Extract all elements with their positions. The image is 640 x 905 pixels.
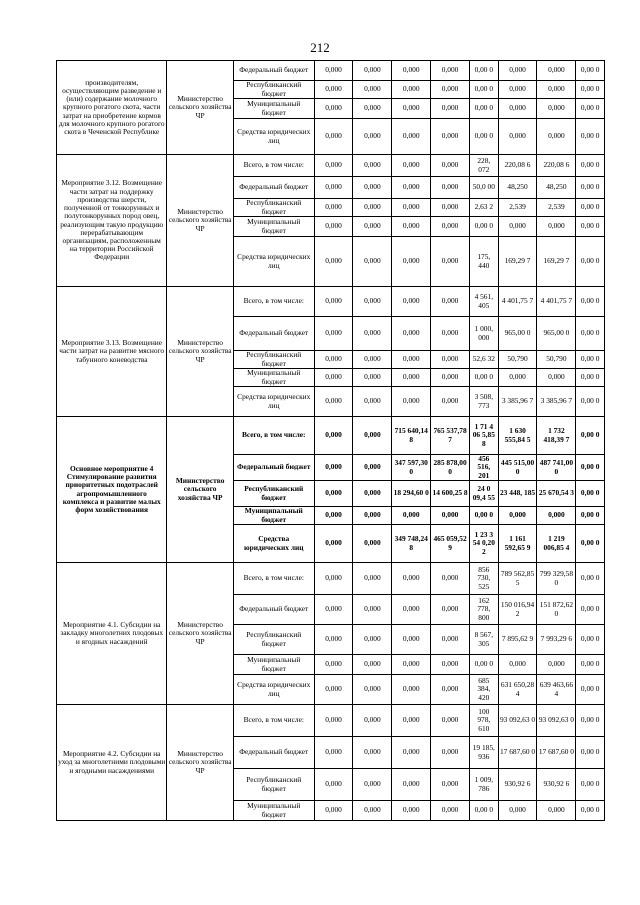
value-cell: 0,000 xyxy=(353,481,392,507)
value-cell: 0,000 xyxy=(431,769,470,801)
value-cell: 0,000 xyxy=(353,769,392,801)
value-cell: 0,00 0 xyxy=(470,369,499,387)
value-cell: 0,00 0 xyxy=(576,655,605,675)
value-cell: 0,000 xyxy=(392,155,431,177)
value-cell: 0,000 xyxy=(314,563,353,595)
funding-source-cell: Федеральный бюджет xyxy=(233,317,314,351)
value-cell: 0,00 0 xyxy=(470,81,499,99)
value-cell: 0,000 xyxy=(537,81,576,99)
funding-source-cell: Средства юридических лиц xyxy=(233,525,314,563)
value-cell: 0,000 xyxy=(353,801,392,821)
value-cell: 0,000 xyxy=(392,217,431,237)
value-cell: 0,000 xyxy=(392,177,431,199)
value-cell: 965,00 0 xyxy=(498,317,537,351)
value-cell: 0,00 0 xyxy=(576,481,605,507)
value-cell: 0,000 xyxy=(431,317,470,351)
value-cell: 0,000 xyxy=(353,507,392,525)
value-cell: 347 597,30 0 xyxy=(392,455,431,481)
value-cell: 0,000 xyxy=(431,155,470,177)
value-cell: 0,000 xyxy=(537,99,576,119)
activity-name-cell: Основное мероприятие 4 Стимулирование развития приоритетных подотраслей агропромышленного комплекса и развитие малых форм хозяйствования xyxy=(57,417,167,563)
value-cell: 0,000 xyxy=(353,177,392,199)
value-cell: 0,00 0 xyxy=(470,655,499,675)
value-cell: 0,000 xyxy=(392,737,431,769)
value-cell: 169,29 7 xyxy=(537,237,576,287)
value-cell: 0,000 xyxy=(353,237,392,287)
value-cell: 0,000 xyxy=(431,595,470,625)
value-cell: 93 092,63 0 xyxy=(498,705,537,737)
value-cell: 0,000 xyxy=(537,801,576,821)
table-row xyxy=(57,155,605,177)
budget-table xyxy=(56,60,605,821)
value-cell: 0,000 xyxy=(314,369,353,387)
executor-cell: Министерство сельского хозяйства ЧР xyxy=(167,563,233,705)
value-cell: 0,000 xyxy=(392,199,431,217)
funding-source-cell: Всего, в том числе: xyxy=(233,287,314,317)
value-cell: 0,00 0 xyxy=(576,563,605,595)
value-cell: 0,00 0 xyxy=(470,507,499,525)
value-cell: 0,000 xyxy=(537,655,576,675)
executor-cell: Министерство сельского хозяйства ЧР xyxy=(167,61,233,155)
value-cell: 0,000 xyxy=(353,737,392,769)
value-cell: 0,000 xyxy=(353,217,392,237)
value-cell: 0,000 xyxy=(392,625,431,655)
value-cell: 0,000 xyxy=(431,81,470,99)
value-cell: 1 161 592,65 9 xyxy=(498,525,537,563)
value-cell: 0,00 0 xyxy=(576,675,605,705)
value-cell: 4 401,75 7 xyxy=(537,287,576,317)
value-cell: 0,00 0 xyxy=(576,99,605,119)
funding-source-cell: Всего, в том числе: xyxy=(233,563,314,595)
funding-source-cell: Федеральный бюджет xyxy=(233,61,314,81)
table-row xyxy=(57,417,605,455)
value-cell: 14 600,25 8 xyxy=(431,481,470,507)
value-cell: 0,000 xyxy=(353,387,392,417)
value-cell: 349 748,24 8 xyxy=(392,525,431,563)
value-cell: 285 878,00 0 xyxy=(431,455,470,481)
value-cell: 0,000 xyxy=(314,507,353,525)
funding-source-cell: Республиканский бюджет xyxy=(233,769,314,801)
value-cell: 0,000 xyxy=(431,369,470,387)
value-cell: 0,000 xyxy=(314,351,353,369)
executor-cell: Министерство сельского хозяйства ЧР xyxy=(167,417,233,563)
value-cell: 0,00 0 xyxy=(576,199,605,217)
value-cell: 2,539 xyxy=(537,199,576,217)
value-cell: 0,000 xyxy=(431,351,470,369)
funding-source-cell: Федеральный бюджет xyxy=(233,737,314,769)
value-cell: 1 219 006,85 4 xyxy=(537,525,576,563)
value-cell: 0,000 xyxy=(314,525,353,563)
value-cell: 0,00 0 xyxy=(576,317,605,351)
funding-source-cell: Федеральный бюджет xyxy=(233,177,314,199)
value-cell: 100 978, 610 xyxy=(470,705,499,737)
value-cell: 0,000 xyxy=(353,655,392,675)
value-cell: 0,00 0 xyxy=(576,369,605,387)
value-cell: 50,790 xyxy=(537,351,576,369)
value-cell: 0,000 xyxy=(353,369,392,387)
value-cell: 0,000 xyxy=(314,675,353,705)
value-cell: 799 329,58 0 xyxy=(537,563,576,595)
activity-name-cell: производителям, осуществляющим разведение и (или) содержание молочного крупного рогатого скота, части затрат на приобретение кормов для молочного крупного рогатого скота в Чеченской Республике xyxy=(57,61,167,155)
value-cell: 0,00 0 xyxy=(576,625,605,655)
value-cell: 0,000 xyxy=(314,387,353,417)
value-cell: 445 515,00 0 xyxy=(498,455,537,481)
value-cell: 220,08 6 xyxy=(498,155,537,177)
value-cell: 0,00 0 xyxy=(576,119,605,155)
value-cell: 0,00 0 xyxy=(576,61,605,81)
value-cell: 18 294,60 0 xyxy=(392,481,431,507)
value-cell: 0,000 xyxy=(498,801,537,821)
value-cell: 0,000 xyxy=(431,563,470,595)
value-cell: 0,000 xyxy=(314,217,353,237)
value-cell: 0,000 xyxy=(392,387,431,417)
value-cell: 4 561, 405 xyxy=(470,287,499,317)
value-cell: 0,000 xyxy=(431,507,470,525)
value-cell: 0,000 xyxy=(353,61,392,81)
value-cell: 0,000 xyxy=(498,99,537,119)
value-cell: 0,000 xyxy=(353,563,392,595)
value-cell: 856 730, 525 xyxy=(470,563,499,595)
value-cell: 3 508, 773 xyxy=(470,387,499,417)
value-cell: 0,000 xyxy=(537,61,576,81)
value-cell: 0,000 xyxy=(314,287,353,317)
funding-source-cell: Муниципальный бюджет xyxy=(233,369,314,387)
value-cell: 7 993,29 6 xyxy=(537,625,576,655)
value-cell: 0,000 xyxy=(392,705,431,737)
value-cell: 965,00 0 xyxy=(537,317,576,351)
value-cell: 0,000 xyxy=(353,455,392,481)
value-cell: 0,000 xyxy=(392,507,431,525)
value-cell: 0,000 xyxy=(353,675,392,705)
value-cell: 0,000 xyxy=(314,625,353,655)
value-cell: 0,000 xyxy=(392,351,431,369)
value-cell: 456 516, 201 xyxy=(470,455,499,481)
value-cell: 0,000 xyxy=(498,217,537,237)
value-cell: 0,000 xyxy=(353,595,392,625)
value-cell: 0,000 xyxy=(392,237,431,287)
value-cell: 0,00 0 xyxy=(576,177,605,199)
value-cell: 8 567, 305 xyxy=(470,625,499,655)
value-cell: 0,000 xyxy=(392,369,431,387)
value-cell: 0,000 xyxy=(314,61,353,81)
funding-source-cell: Всего, в том числе: xyxy=(233,705,314,737)
value-cell: 0,000 xyxy=(392,119,431,155)
value-cell: 0,000 xyxy=(392,61,431,81)
budget-table-body xyxy=(57,61,605,821)
value-cell: 25 670,54 3 xyxy=(537,481,576,507)
value-cell: 0,000 xyxy=(431,655,470,675)
value-cell: 685 384, 420 xyxy=(470,675,499,705)
activity-name-cell: Мероприятие 4.1. Субсидии на закладку многолетних плодовых и ягодных насаждений xyxy=(57,563,167,705)
value-cell: 220,08 6 xyxy=(537,155,576,177)
value-cell: 2,63 2 xyxy=(470,199,499,217)
value-cell: 0,00 0 xyxy=(576,507,605,525)
value-cell: 48,250 xyxy=(498,177,537,199)
table-row xyxy=(57,61,605,81)
activity-name-cell: Мероприятие 3.12. Возмещение части затрат на поддержку производства шерсти, полученной от тонкорунных и полутонкорунных пород овец, реализующим такую продукцию перерабатывающим организациям, расположенным на территории Российской Федерации xyxy=(57,155,167,287)
value-cell: 715 640,14 8 xyxy=(392,417,431,455)
funding-source-cell: Федеральный бюджет xyxy=(233,595,314,625)
value-cell: 0,000 xyxy=(314,237,353,287)
funding-source-cell: Муниципальный бюджет xyxy=(233,217,314,237)
value-cell: 0,000 xyxy=(431,625,470,655)
value-cell: 1 000, 000 xyxy=(470,317,499,351)
value-cell: 17 687,60 0 xyxy=(537,737,576,769)
funding-source-cell: Республиканский бюджет xyxy=(233,351,314,369)
value-cell: 23 448, 185 xyxy=(498,481,537,507)
value-cell: 0,000 xyxy=(314,119,353,155)
value-cell: 0,00 0 xyxy=(470,217,499,237)
value-cell: 0,000 xyxy=(314,99,353,119)
funding-source-cell: Средства юридических лиц xyxy=(233,387,314,417)
value-cell: 0,00 0 xyxy=(576,737,605,769)
value-cell: 0,000 xyxy=(498,507,537,525)
funding-source-cell: Федеральный бюджет xyxy=(233,455,314,481)
value-cell: 3 385,96 7 xyxy=(537,387,576,417)
value-cell: 0,000 xyxy=(392,655,431,675)
value-cell: 0,00 0 xyxy=(470,801,499,821)
funding-source-cell: Муниципальный бюджет xyxy=(233,655,314,675)
value-cell: 162 778, 800 xyxy=(470,595,499,625)
value-cell: 0,000 xyxy=(314,417,353,455)
value-cell: 151 872,62 0 xyxy=(537,595,576,625)
value-cell: 7 895,62 9 xyxy=(498,625,537,655)
value-cell: 0,000 xyxy=(392,675,431,705)
value-cell: 1 630 555,84 5 xyxy=(498,417,537,455)
value-cell: 0,00 0 xyxy=(576,387,605,417)
value-cell: 93 092,63 0 xyxy=(537,705,576,737)
value-cell: 0,000 xyxy=(392,801,431,821)
value-cell: 0,000 xyxy=(314,455,353,481)
value-cell: 150 016,94 2 xyxy=(498,595,537,625)
funding-source-cell: Республиканский бюджет xyxy=(233,199,314,217)
value-cell: 0,000 xyxy=(353,155,392,177)
value-cell: 0,00 0 xyxy=(576,525,605,563)
value-cell: 0,000 xyxy=(537,507,576,525)
value-cell: 0,000 xyxy=(392,595,431,625)
value-cell: 0,000 xyxy=(431,801,470,821)
value-cell: 4 401,75 7 xyxy=(498,287,537,317)
value-cell: 0,000 xyxy=(498,655,537,675)
value-cell: 0,000 xyxy=(431,237,470,287)
value-cell: 0,000 xyxy=(314,705,353,737)
value-cell: 0,000 xyxy=(537,369,576,387)
funding-source-cell: Муниципальный бюджет xyxy=(233,99,314,119)
value-cell: 0,000 xyxy=(431,675,470,705)
value-cell: 0,000 xyxy=(431,61,470,81)
value-cell: 0,000 xyxy=(431,217,470,237)
value-cell: 0,000 xyxy=(392,287,431,317)
value-cell: 0,000 xyxy=(353,351,392,369)
funding-source-cell: Средства юридических лиц xyxy=(233,119,314,155)
value-cell: 50,790 xyxy=(498,351,537,369)
value-cell: 0,00 0 xyxy=(576,769,605,801)
value-cell: 631 650,28 4 xyxy=(498,675,537,705)
value-cell: 24 0 09,4 55 xyxy=(470,481,499,507)
value-cell: 0,000 xyxy=(353,525,392,563)
value-cell: 639 463,66 4 xyxy=(537,675,576,705)
value-cell: 0,000 xyxy=(314,769,353,801)
value-cell: 0,000 xyxy=(353,705,392,737)
value-cell: 0,000 xyxy=(314,595,353,625)
value-cell: 930,92 6 xyxy=(498,769,537,801)
funding-source-cell: Республиканский бюджет xyxy=(233,81,314,99)
funding-source-cell: Муниципальный бюджет xyxy=(233,801,314,821)
value-cell: 465 059,52 9 xyxy=(431,525,470,563)
value-cell: 487 741,00 0 xyxy=(537,455,576,481)
value-cell: 228, 072 xyxy=(470,155,499,177)
value-cell: 0,000 xyxy=(431,737,470,769)
value-cell: 0,000 xyxy=(353,317,392,351)
value-cell: 48,250 xyxy=(537,177,576,199)
value-cell: 1 23 3 54 0,20 2 xyxy=(470,525,499,563)
value-cell: 0,000 xyxy=(431,387,470,417)
value-cell: 0,000 xyxy=(314,481,353,507)
value-cell: 0,000 xyxy=(314,177,353,199)
value-cell: 0,00 0 xyxy=(576,455,605,481)
value-cell: 0,00 0 xyxy=(576,801,605,821)
value-cell: 0,000 xyxy=(431,199,470,217)
funding-source-cell: Всего, в том числе: xyxy=(233,417,314,455)
value-cell: 0,000 xyxy=(431,705,470,737)
value-cell: 930,92 6 xyxy=(537,769,576,801)
value-cell: 0,000 xyxy=(431,119,470,155)
value-cell: 0,00 0 xyxy=(576,217,605,237)
value-cell: 0,00 0 xyxy=(470,119,499,155)
value-cell: 0,000 xyxy=(498,119,537,155)
value-cell: 1 732 418,39 7 xyxy=(537,417,576,455)
value-cell: 0,00 0 xyxy=(576,595,605,625)
funding-source-cell: Средства юридических лиц xyxy=(233,237,314,287)
value-cell: 0,00 0 xyxy=(576,287,605,317)
value-cell: 52,6 32 xyxy=(470,351,499,369)
value-cell: 0,000 xyxy=(498,369,537,387)
value-cell: 0,000 xyxy=(353,119,392,155)
activity-name-cell: Мероприятие 4.2. Субсидии на уход за многолетними плодовыми и ягодными насаждениями xyxy=(57,705,167,821)
value-cell: 765 537,78 7 xyxy=(431,417,470,455)
value-cell: 0,000 xyxy=(537,217,576,237)
table-row xyxy=(57,705,605,737)
value-cell: 1 009, 786 xyxy=(470,769,499,801)
value-cell: 0,00 0 xyxy=(576,417,605,455)
executor-cell: Министерство сельского хозяйства ЧР xyxy=(167,155,233,287)
value-cell: 789 562,85 5 xyxy=(498,563,537,595)
value-cell: 169,29 7 xyxy=(498,237,537,287)
funding-source-cell: Республиканский бюджет xyxy=(233,625,314,655)
activity-name-cell: Мероприятие 3.13. Возмещение части затрат на развитие мясного табунного коневодства xyxy=(57,287,167,417)
value-cell: 0,000 xyxy=(314,655,353,675)
value-cell: 175, 440 xyxy=(470,237,499,287)
funding-source-cell: Муниципальный бюджет xyxy=(233,507,314,525)
value-cell: 0,000 xyxy=(314,81,353,99)
value-cell: 0,000 xyxy=(392,769,431,801)
value-cell: 0,000 xyxy=(431,287,470,317)
value-cell: 0,00 0 xyxy=(470,99,499,119)
funding-source-cell: Средства юридических лиц xyxy=(233,675,314,705)
value-cell: 3 385,96 7 xyxy=(498,387,537,417)
value-cell: 50,0 00 xyxy=(470,177,499,199)
value-cell: 0,000 xyxy=(353,81,392,99)
value-cell: 0,000 xyxy=(431,177,470,199)
value-cell: 0,000 xyxy=(353,417,392,455)
value-cell: 0,000 xyxy=(353,199,392,217)
value-cell: 0,000 xyxy=(431,99,470,119)
value-cell: 0,000 xyxy=(498,61,537,81)
value-cell: 17 687,60 0 xyxy=(498,737,537,769)
value-cell: 0,000 xyxy=(314,801,353,821)
value-cell: 1 71 4 06 5,85 8 xyxy=(470,417,499,455)
value-cell: 0,00 0 xyxy=(576,237,605,287)
value-cell: 0,000 xyxy=(392,81,431,99)
value-cell: 2,539 xyxy=(498,199,537,217)
value-cell: 0,000 xyxy=(392,563,431,595)
table-row xyxy=(57,563,605,595)
value-cell: 0,00 0 xyxy=(576,351,605,369)
value-cell: 0,00 0 xyxy=(470,61,499,81)
table-row xyxy=(57,287,605,317)
executor-cell: Министерство сельского хозяйства ЧР xyxy=(167,287,233,417)
value-cell: 0,000 xyxy=(353,287,392,317)
funding-source-cell: Республиканский бюджет xyxy=(233,481,314,507)
value-cell: 0,000 xyxy=(314,737,353,769)
value-cell: 0,000 xyxy=(392,99,431,119)
value-cell: 0,000 xyxy=(392,317,431,351)
value-cell: 0,000 xyxy=(353,625,392,655)
value-cell: 0,00 0 xyxy=(576,705,605,737)
funding-source-cell: Всего, в том числе: xyxy=(233,155,314,177)
value-cell: 19 185, 936 xyxy=(470,737,499,769)
value-cell: 0,000 xyxy=(498,81,537,99)
value-cell: 0,00 0 xyxy=(576,155,605,177)
value-cell: 0,000 xyxy=(353,99,392,119)
value-cell: 0,000 xyxy=(314,155,353,177)
page-number: 212 xyxy=(310,40,330,55)
value-cell: 0,000 xyxy=(314,317,353,351)
value-cell: 0,000 xyxy=(314,199,353,217)
executor-cell: Министерство сельского хозяйства ЧР xyxy=(167,705,233,821)
value-cell: 0,000 xyxy=(537,119,576,155)
value-cell: 0,00 0 xyxy=(576,81,605,99)
